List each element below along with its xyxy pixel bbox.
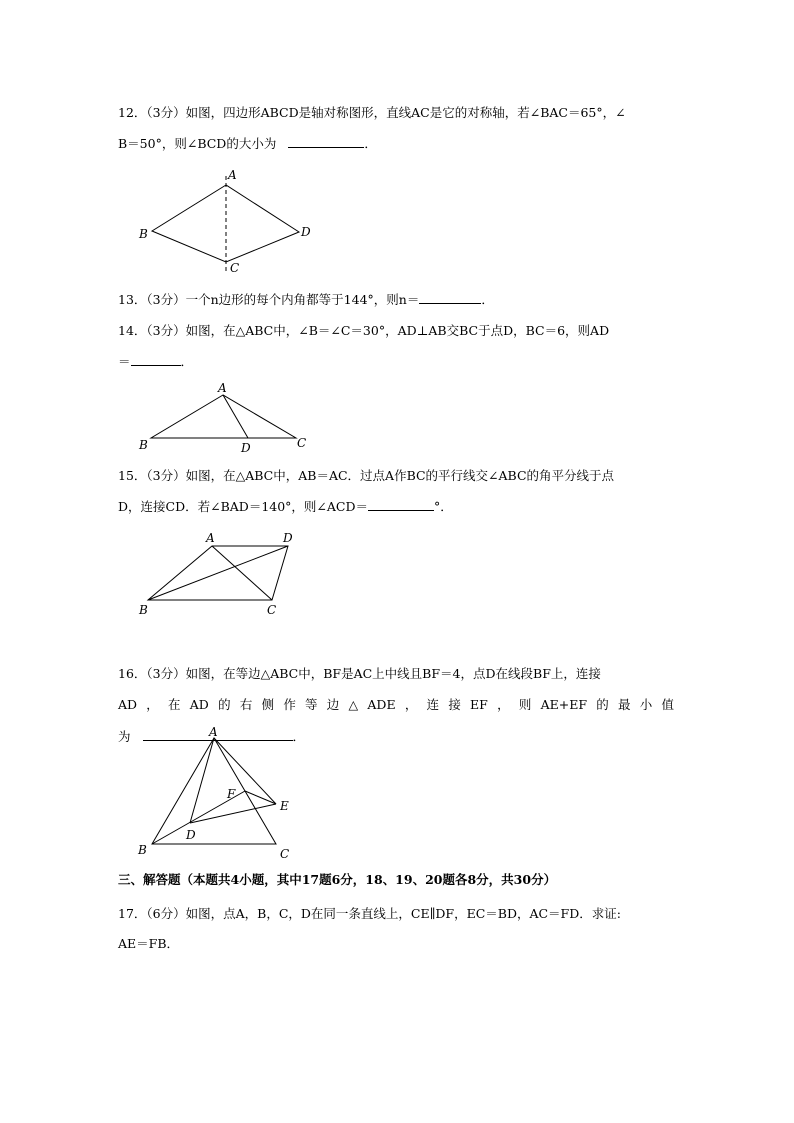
q12-label-d: D [301, 225, 311, 239]
q14-segment-ad [223, 395, 248, 438]
q15-label-b: B [139, 603, 148, 617]
q15-figure [130, 528, 310, 623]
q12-line1: 12．（3分）如图，四边形ABCD是轴对称图形，直线AC是它的对称轴，若∠BAC＝65°，∠ [118, 105, 626, 120]
q15-line2-end: °． [434, 499, 453, 514]
q13-answer-blank [419, 291, 481, 304]
q16-label-d: D [186, 828, 196, 842]
q16-line3-end: ． [292, 729, 306, 744]
q16-line3-text: 为 [118, 729, 131, 744]
q13-text: 13．（3分）一个n边形的每个内角都等于144°，则n＝ [118, 292, 420, 307]
q13-line [118, 290, 494, 310]
q16-segment-fe [245, 791, 276, 804]
q14-answer-blank [131, 353, 181, 366]
q17-line2: AE＝FB． [118, 936, 180, 951]
q14-line2-text: ＝ [118, 354, 131, 369]
q12-label-b: B [139, 227, 148, 241]
q14-label-b: B [139, 438, 148, 452]
section3-heading: 三、解答题（本题共4小题，其中17题6分，18、19、20题各8分，共30分） [118, 872, 557, 887]
q14-line2 [118, 352, 193, 372]
q16-label-a: A [209, 725, 218, 739]
q12-label-c: C [230, 261, 240, 275]
q16-line2: AD，在AD的右侧作等边△ADE，连接EF，则AE+EF的最小值 [118, 697, 674, 712]
q16-line1: 16．（3分）如图，在等边△ABC中，BF是AC上中线且BF＝4，点D在线段BF上，连接 [118, 666, 601, 681]
q12-figure [130, 164, 330, 279]
q16-equilateral-abc [152, 738, 276, 844]
q12-answer-blank [288, 135, 364, 148]
q15-diagonal-ac [212, 546, 272, 600]
q14-line2-end: ． [180, 354, 194, 369]
q15-label-a: A [206, 531, 215, 545]
q16-label-c: C [280, 847, 290, 861]
q14-label-d: D [241, 441, 251, 455]
q13-end: ． [481, 292, 494, 307]
q14-triangle [151, 395, 296, 438]
q14-line1: 14．（3分）如图，在△ABC中，∠B＝∠C＝30°，AD⊥AB交BC于点D，BC＝6，则AD [118, 323, 610, 338]
q12-label-a: A [228, 168, 237, 182]
q12-line2-text: B＝50°，则∠BCD的大小为 [118, 136, 277, 151]
q16-label-e: E [280, 799, 289, 813]
q15-diagonal-bd [148, 546, 288, 600]
q14-label-a: A [218, 381, 227, 395]
q17-line1: 17．（6分）如图，点A，B，C，D在同一条直线上，CE∥DF，EC＝BD，AC＝FD．求证: [118, 906, 621, 921]
q14-figure [130, 378, 320, 458]
q15-label-d: D [283, 531, 293, 545]
q12-line2 [118, 134, 377, 154]
q15-line1: 15．（3分）如图，在△ABC中，AB＝AC．过点A作BC的平行线交∠ABC的角平分线于点 [118, 468, 615, 483]
q15-label-c: C [267, 603, 277, 617]
q16-label-b: B [138, 843, 147, 857]
q14-label-c: C [297, 436, 307, 450]
q15-answer-blank [368, 498, 434, 511]
q16-segment-ae [214, 738, 276, 804]
q15-line2 [118, 497, 453, 517]
q16-segment-de [190, 804, 276, 823]
q12-quadrilateral [152, 185, 299, 262]
q12-line2-end: ． [364, 136, 377, 151]
q16-figure [130, 722, 310, 862]
q15-line2-text: D，连接CD．若∠BAD＝140°，则∠ACD＝ [118, 499, 369, 514]
q16-label-f: F [227, 787, 236, 801]
